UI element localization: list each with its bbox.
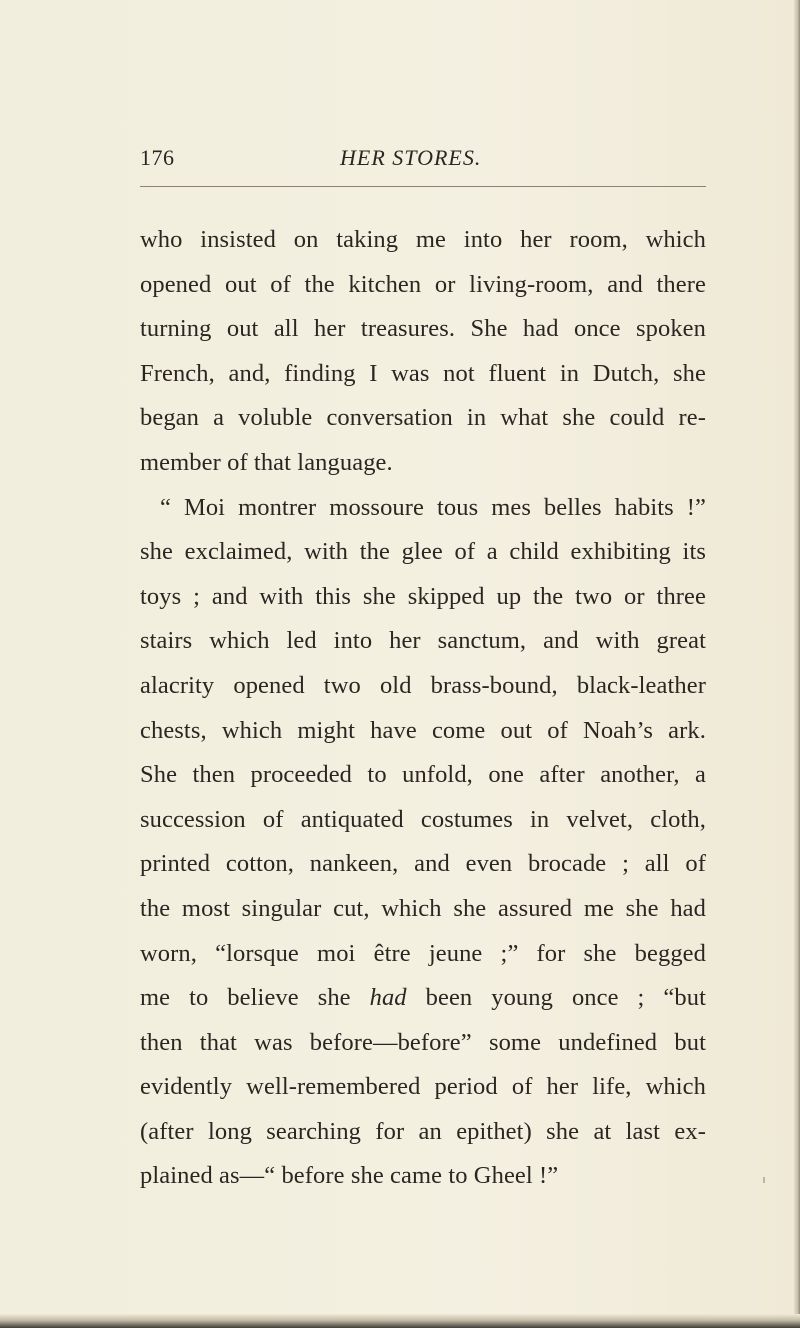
text-line: French, and, finding I was not fluent in Dutch, she [140, 359, 706, 387]
text-line: printed cotton, nankeen, and even brocade ; all of [140, 850, 706, 878]
text-line-with-italic [140, 976, 706, 1021]
text-line: stairs which led into her sanctum, and with great [140, 627, 706, 655]
text-line: member of that language. [140, 448, 393, 476]
text-line: She then proceeded to unfold, one after another, a [140, 761, 706, 789]
text-line: turning out all her treasures. She had once spoken [140, 315, 706, 343]
page-edge-right [794, 0, 800, 1328]
paper-speck [763, 1177, 765, 1183]
header-rule [140, 186, 706, 187]
text-line: evidently well-remembered period of her life, which [140, 1073, 706, 1101]
text-segment: me to believe she [140, 984, 370, 1012]
text-line: plained as—“ before she came to Gheel !” [140, 1162, 559, 1190]
page-header [140, 142, 706, 178]
text-segment: been young once ; “but [406, 984, 706, 1012]
text-line: (after long searching for an epithet) she at last ex- [140, 1117, 706, 1145]
text-line: succession of antiquated costumes in velvet, cloth, [140, 805, 706, 833]
text-line: then that was before—before” some undefined but [140, 1028, 706, 1056]
text-line: who insisted on taking me into her room, which [140, 226, 706, 253]
text-line: toys ; and with this she skipped up the two or three [140, 582, 706, 610]
page-number: 176 [140, 145, 175, 170]
page-edge-bottom [0, 1314, 800, 1328]
body-text [140, 218, 706, 1199]
text-line: opened out of the kitchen or living-room, and there [140, 270, 706, 298]
running-head: HER STORES. [340, 145, 482, 170]
text-line: she exclaimed, with the glee of a child exhibiting its [140, 538, 706, 566]
italic-word: had [369, 984, 407, 1012]
text-line: chests, which might have come out of Noah’s ark. [140, 716, 706, 744]
text-line: the most singular cut, which she assured me she had [140, 894, 706, 922]
text-line: alacrity opened two old brass-bound, black-leather [140, 671, 706, 699]
text-line: began a voluble conversation in what she could re- [140, 404, 706, 432]
text-line: “ Moi montrer mossoure tous mes belles habits !” [160, 493, 706, 521]
text-line: worn, “lorsque moi être jeune ;” for she begged [140, 939, 706, 967]
